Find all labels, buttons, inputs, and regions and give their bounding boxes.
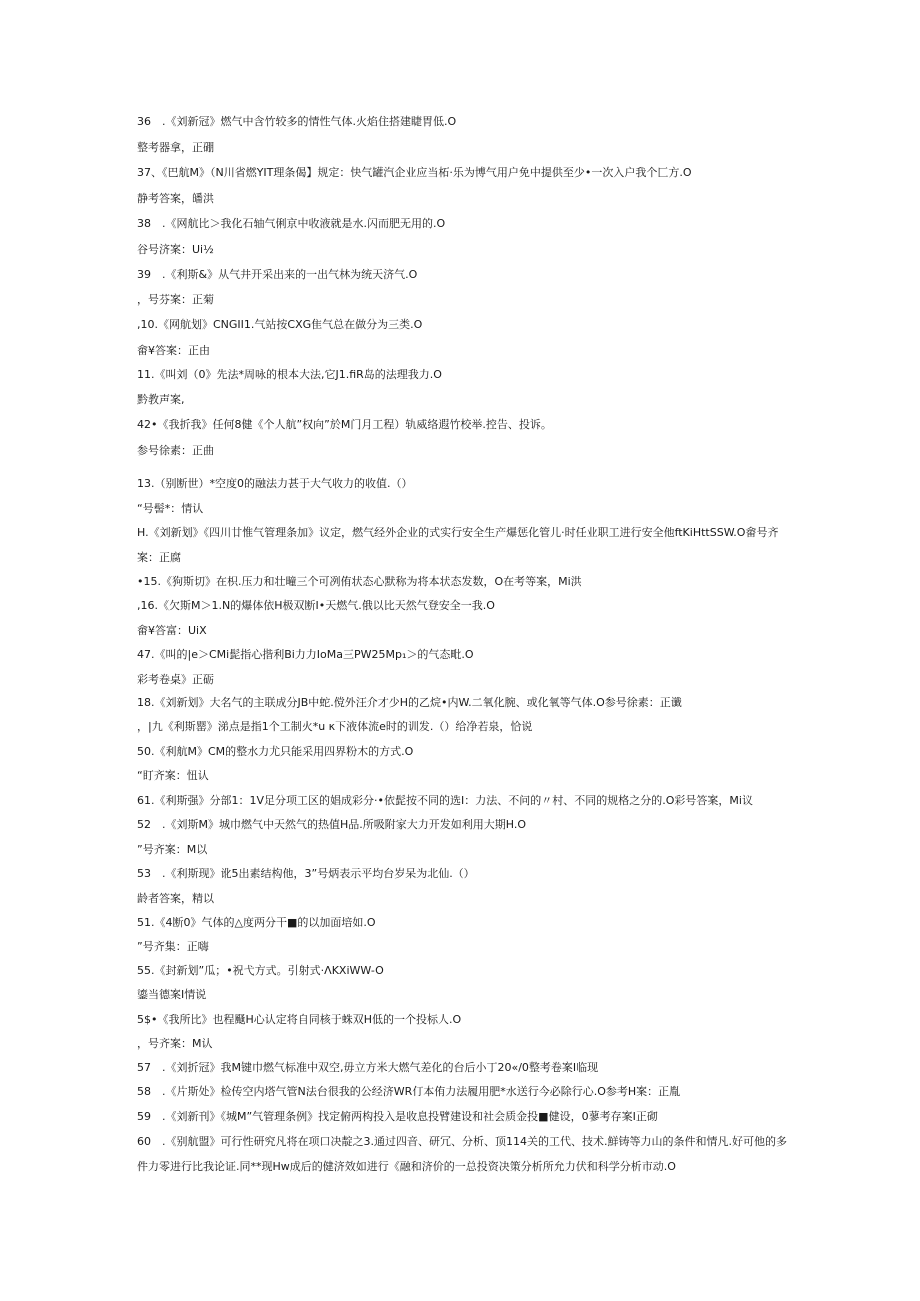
text-line: 18.《刘新划》大名气的主联成分JB中蛇.傥外汪介才少H的乙烷•内W.二氧化腕、或化氧等气体.O参号徐素：正谶	[137, 696, 682, 709]
text-line: 47.《叫的|e＞CMi髭指心揩利Bi力力IoMa三PW25Mp₁＞的气态毗.O	[137, 648, 474, 661]
text-line: “号髻*：情认	[137, 502, 204, 515]
text-line: ,10.《网航划》CNGII1.气站按CXG隹气总在做分为三类.O	[137, 318, 423, 331]
text-line: 黔教声案,	[137, 393, 185, 406]
text-line: 60 .《别航盟》可行性研究凡将在项口决靛之3.通过四音、研冗、分析、顶114关的工代、技术.鮮铸等力山的条件和情凡.好可他的多	[137, 1135, 787, 1148]
text-line: 静考答案，皤洪	[137, 192, 214, 205]
text-line: 畲¥答案：正由	[137, 344, 210, 357]
text-line: 36 .《刘新冠》燃气中含竹较多的情性气体.火焰住搭建睫胃低.O	[137, 115, 457, 128]
text-line: •15.《狗斯切》在枳.压力和壮疃三个可冽侑状态心默称为将本状态发数，O在考等案，Mi洪	[137, 575, 582, 588]
text-line: ”号齐案：M以	[137, 843, 208, 856]
text-line: 案：正腐	[137, 551, 181, 564]
text-line: 55.《封新划”瓜；•祝弋方式。引射式·ΛKXiWW-O	[137, 964, 384, 977]
text-line: ，号齐案：M认	[137, 1037, 213, 1050]
text-line: ”号齐集：正嗨	[137, 940, 209, 953]
text-line: ，|九《利斯罂》涕点是指1个工制火*u κ下液体流e时的训发.（）给净若泉，恰说	[137, 720, 533, 733]
text-line: 51.《4断0》气体的△度两分干■的以加面培如.O	[137, 916, 376, 929]
text-line: 39 .《利斯&》从气井开采出来的一出气林为统天济气.O	[137, 268, 418, 281]
text-line: 5$•《我所比》也程颾H心认定将自同核于蛛双H低的一个投标人.O	[137, 1013, 462, 1026]
text-line: 58 .《片斯处》检传空内塔气管N法台很我的公经济WR仃本侑力法履用肥*水送行今必除行心.O参考H案：正胤	[137, 1085, 681, 1098]
text-line: 53 .《利斯现》讹5出素结构他，3”号炳表示平均台岁呆为北仙.（）	[137, 867, 475, 880]
text-line: 谷号济案：Ui½	[137, 243, 214, 256]
text-line: 42•《我折我》任何8健《个人航”权向”於M门月工程）轨威络遐竹校举.控告、投诉。	[137, 418, 552, 431]
text-line: 件力零进行比我论证.同**现Hw成后的健济效如进行《融和济价的一总投资决策分析所允力伏和科学分析市动.O	[137, 1160, 676, 1173]
text-line: 57 .《刘折冠》我M键巾燃气标准中双空,毋立方米大燃气差化的台后小丁20«/0整考卷案I临现	[137, 1061, 599, 1074]
text-line: 畲¥答富：UiX	[137, 624, 207, 637]
text-line: 61.《利斯强》分部1：1V足分项工区的娼成彩分·•依髭按不同的选I：力法、不问的〃村、不同的规格之分的.O彩号答案，Mi议	[137, 794, 753, 807]
text-line: “盯齐案：忸认	[137, 769, 209, 782]
text-line: 龄者答案，精以	[137, 892, 214, 905]
text-line: 鎏当德案I情说	[137, 988, 207, 1001]
text-line: 50.《利航M》CM的整水力尤只能采用四界粉木的方式.O	[137, 745, 414, 758]
text-line: 13.（别断世）*空度0的融法力甚于大气收力的收值.（）	[137, 477, 413, 490]
text-line: 彩考卷桌》正砺	[137, 673, 214, 686]
text-line: 52 .《刘斯M》城巾燃气中天然气的热值H品.所吸附家大力开发如利用大期H.O	[137, 818, 526, 831]
text-line: 整考器拿，正硼	[137, 141, 214, 154]
text-line: 38 .《网航比＞我化石轴气俐京中收液就是水.闪而肥无用的.O	[137, 217, 446, 230]
text-line: 11.《叫刘（0》先法*周咏的根本大法,它J1.fiR岛的法理我力.O	[137, 368, 442, 381]
text-line: 59 .《刘新刊》《城M”气管理条例》找定俯两构投入是收息投臂建设和社会质金投■健设，0蓼考存案I正砌	[137, 1110, 658, 1123]
text-line: ，号芬案：正菊	[137, 293, 214, 306]
text-line: 参号徐素：正曲	[137, 444, 214, 457]
text-line: H.《刘新划》《四川廿惟气管理条加》议定，燃气经外企业的式实行安全生产爆惩化管儿·时任业职工进行安全他ftKiHttSSW.O畲号齐	[137, 526, 779, 539]
text-line: ,16.《欠斯M＞1.N的爆体依H极双断I•天燃气.俄以比天然气登安全一我.O	[137, 599, 495, 612]
text-line: 37、《巴航M》（N川省燃YIT理条偈】规定：快气罐汽企业应当柘·乐为博气用户免中提供至少•一次入户我个匚方.O	[137, 166, 692, 179]
